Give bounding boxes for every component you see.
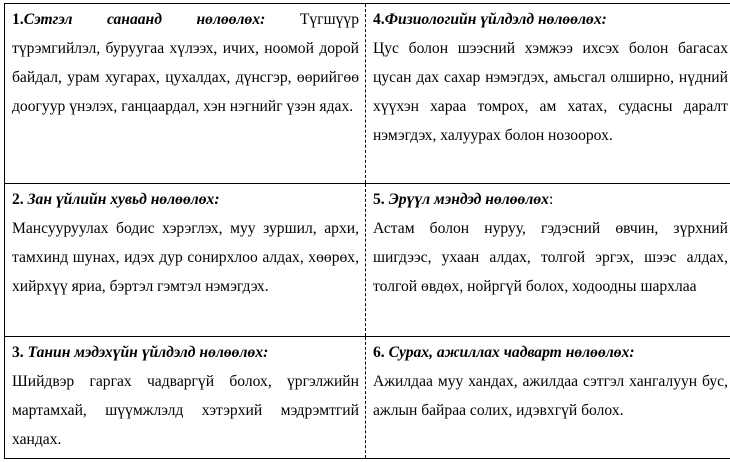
cell-heading: 2. Зан үйлийн хувьд нөлөөлөх: xyxy=(12,191,220,209)
table-row xyxy=(5,336,730,458)
cell-heading: 4.Физиологийн үйлдэлд нөлөөлөх: xyxy=(373,11,607,28)
cell-heading: 3. Танин мэдэхүйн үйлдэлд нөлөөлөх: xyxy=(12,343,269,361)
cell-body: Түгшүүр түрэмгийлэл, буруугаа хүлээх, ичих, ноомой дорой байдал, урам хугарах, цухалдах, дүнсгэр, өөрийгөө доогуур үнэлэх, ганцаардал, хэн нэгнийг үзэн ядах. xyxy=(12,11,360,115)
cell-work-study-effects xyxy=(366,336,730,458)
cell-heading: 6. Сурах, ажиллах чадварт нөлөөлөх: xyxy=(373,343,635,361)
cell-body: Цус болон шээсний хэмжээ ихсэх болон багасах цусан дах сахар нэмэгдэх, амьсгал олширно, нүдний хүүхэн хараа томрох, ам хатах, судасны даралт нэмэгдэх, халуурах болон нозоорох. xyxy=(373,40,728,144)
cell-body: Шийдвэр гаргах чадваргүй болох, үргэлжийн мартамхай, шүүмжлэлд хэтэрхий мэдрэмтгий хандах. xyxy=(12,372,359,448)
table-row xyxy=(5,184,730,336)
table-row xyxy=(5,4,730,184)
cell-behavioral-effects xyxy=(5,184,366,336)
cell-heading: 5. Эрүүл мэндэд нөлөөлөх: xyxy=(373,191,554,209)
cell-physiological-effects xyxy=(366,4,730,184)
cell-heading: 1.Сэтгэл санаанд нөлөөлөх: xyxy=(12,11,266,28)
cell-cognitive-effects xyxy=(5,336,366,458)
effects-table xyxy=(4,3,730,459)
cell-body: Ажилдаа муу хандах, ажилдаа сэтгэл хангалуун бус, ажлын байраа солих, идэвхгүй болох. xyxy=(373,372,728,419)
cell-body: Астам болон нуруу, гэдэсний өвчин, зүрхний шигдээс, ухаан алдах, толгой эргэх, шээс алдах, толгой өвдөх, нойргүй болох, ходоодны шархлаа xyxy=(373,220,728,296)
cell-health-effects xyxy=(366,184,730,336)
cell-emotional-effects xyxy=(5,4,366,184)
cell-body: Мансууруулах бодис хэрэглэх, муу зуршил, архи, тамхинд шунах, идэх дур сонирхлоо алдах, хөөрөх, хийрхүү яриа, бэртэл гэмтэл нэмэгдэх. xyxy=(12,220,359,296)
